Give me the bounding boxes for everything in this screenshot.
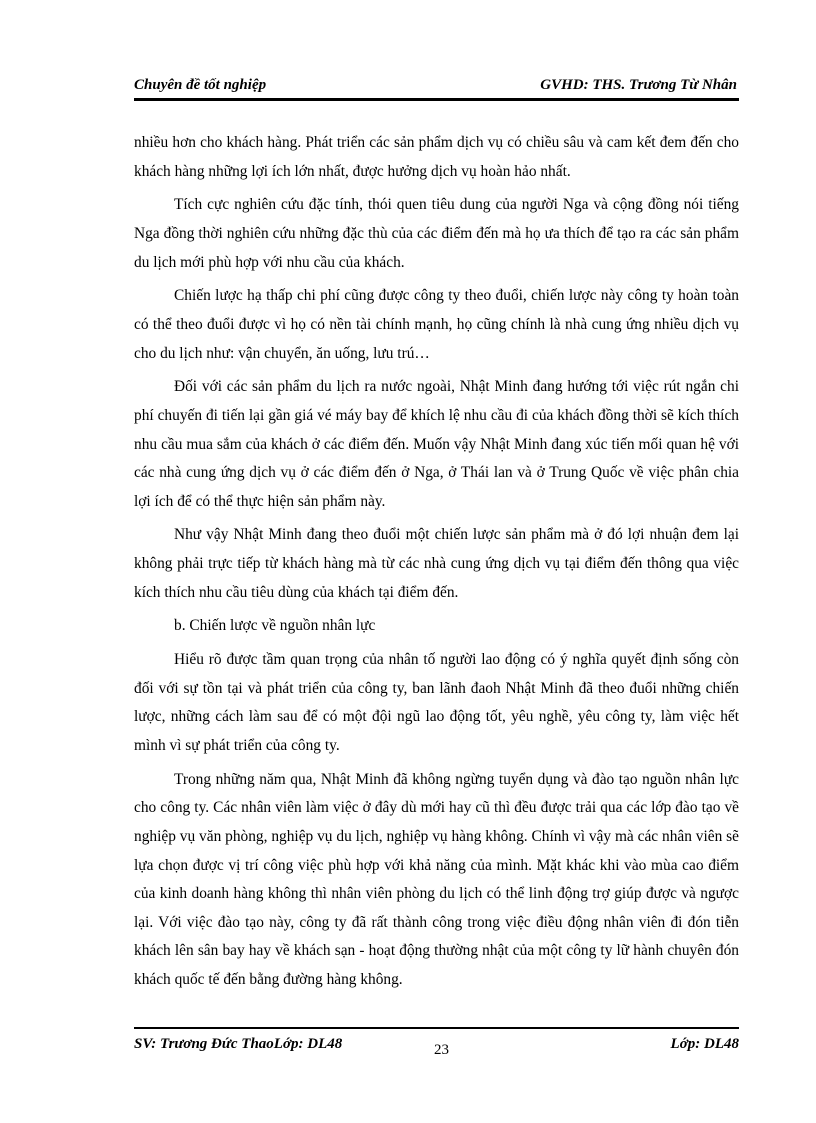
paragraph-7: Trong những năm qua, Nhật Minh đã không ngừng tuyển dụng và đào tạo nguồn nhân lực cho công ty. Các nhân viên làm việc ở đây dù mới hay cũ thì đều được trải qua các lớp đào tạo về nghiệp vụ văn phòng, nghiệp vụ du lịch, nghiệp vụ hàng không. Chính vì vậy mà các nhân viên sẽ lựa chọn được vị trí công việc phù hợp với khả năng của mình. Mặt khác khi vào mùa cao điểm của kinh doanh hàng không thì nhân viên phòng du lịch có thể linh động trợ giúp được và ngược lại. Với việc đào tạo này, công ty đã rất thành công trong việc điều động nhân viên đi đón tiễn khách lên sân bay hay về khách sạn - hoạt động thường nhật của một công ty lữ hành chuyên đón khách quốc tế đến bằng đường hàng không.	[134, 770, 739, 988]
page-number: 23	[434, 1042, 449, 1058]
paragraph-4: Đối với các sản phẩm du lịch ra nước ngoài, Nhật Minh đang hướng tới việc rút ngắn chi phí chuyến đi tiến lại gần giá vé máy bay để khích lệ nhu cầu đi của khách đồng thời sẽ kích thích nhu cầu mua sắm của khách ở các điểm đến. Muốn vậy Nhật Minh đang xúc tiến mối quan hệ với các nhà cung ứng dịch vụ ở các điểm đến ở Nga, ở Thái lan và ở Trung Quốc về việc phân chia lợi ích để có thể thực hiện sản phẩm này.	[134, 378, 739, 510]
footer-rule	[134, 1027, 739, 1029]
footer-student: SV: Trương Đức ThaoLớp: DL48	[134, 1036, 343, 1052]
header-rule	[134, 98, 739, 101]
body-text	[134, 129, 739, 1000]
paragraph-2: Tích cực nghiên cứu đặc tính, thói quen tiêu dung của người Nga và cộng đồng nói tiếng Nga đồng thời nghiên cứu những đặc thù của các điểm đến mà họ ưa thích để tạo ra các sản phẩm du lịch mới phù hợp với nhu cầu của khách.	[134, 196, 739, 271]
paragraph-6: Hiểu rõ được tầm quan trọng của nhân tố người lao động có ý nghĩa quyết định sống còn đối với sự tồn tại và phát triển của công ty, ban lãnh đaoh Nhật Minh đã theo đuổi những chiến lược, những cách làm sau để có một đội ngũ lao động tốt, yêu nghề, yêu công ty, làm việc hết mình vì sự phát triển của công ty.	[134, 651, 739, 754]
header-advisor: GVHD: THS. Trương Từ Nhân	[540, 77, 737, 93]
page-footer	[134, 1036, 739, 1060]
header-title: Chuyên đề tốt nghiệp	[134, 77, 267, 93]
section-heading: b. Chiến lược về nguồn nhân lực	[174, 617, 376, 635]
paragraph-5: Như vậy Nhật Minh đang theo đuổi một chiến lược sản phẩm mà ở đó lợi nhuận đem lại không phải trực tiếp từ khách hàng mà từ các nhà cung ứng dịch vụ tại điểm đến thông qua việc kích thích nhu cầu tiêu dùng của khách tại điểm đến.	[134, 526, 739, 601]
paragraph-1: nhiều hơn cho khách hàng. Phát triển các sản phẩm dịch vụ có chiều sâu và cam kết đem đến cho khách hàng những lợi ích lớn nhất, được hưởng dịch vụ hoàn hảo nhất.	[134, 134, 739, 180]
footer-class: Lớp: DL48	[670, 1036, 739, 1052]
page-header	[134, 77, 737, 97]
paragraph-3: Chiến lược hạ thấp chi phí cũng được công ty theo đuổi, chiến lược này công ty hoàn toàn có thể theo đuổi được vì họ có nền tài chính mạnh, họ cũng chính là nhà cung ứng nhiều dịch vụ cho du lịch như: vận chuyển, ăn uống, lưu trú…	[134, 287, 739, 362]
